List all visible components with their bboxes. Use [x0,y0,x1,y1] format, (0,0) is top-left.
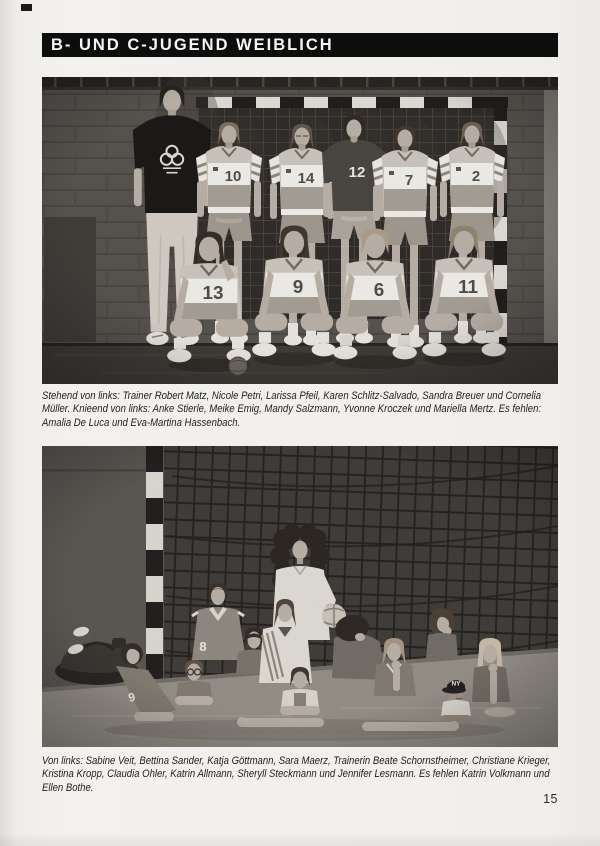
caption-line: Kristina Kropp, Claudia Ohler, Katrin Allmann, Sheryll Steckmann und Jennifer Lesmann. Es fehlen Katrin Volkmann und [42,768,550,781]
photo-caption-first [42,390,564,430]
team-photo-b-jugend [42,77,558,384]
photo-caption-second [42,755,564,795]
caption-line: Stehend von links: Trainer Robert Matz, Nicole Petri, Larissa Pfeil, Karen Schlitz-Salvado, Sandra Breuer und Cornelia [42,390,542,402]
page-header-bar [42,33,558,57]
photo-vignette [42,77,558,384]
caption-line: Von links: Sabine Veit, Bettina Sander, Katja Göttmann, Sara Maerz, Trainerin Beate Schornstheimer, Christiane Krieger, [42,755,551,767]
caption-line: Amalia De Luca und Eva-Martina Hassenbach. [42,416,241,429]
caption-line: Ellen Bothe. [42,781,94,794]
print-registration-mark [21,4,32,11]
caption-line: Müller. Knieend von links: Anke Stierle, Meike Emig, Mandy Salzmann, Yvonne Kroczek und Mariella Mertz. Es fehlen: [42,403,542,416]
page-number: 15 [543,792,558,806]
page-title: B- UND C-JUGEND WEIBLICH [51,35,334,54]
team-photo-c-jugend [42,446,558,747]
photo-vignette [42,446,558,747]
